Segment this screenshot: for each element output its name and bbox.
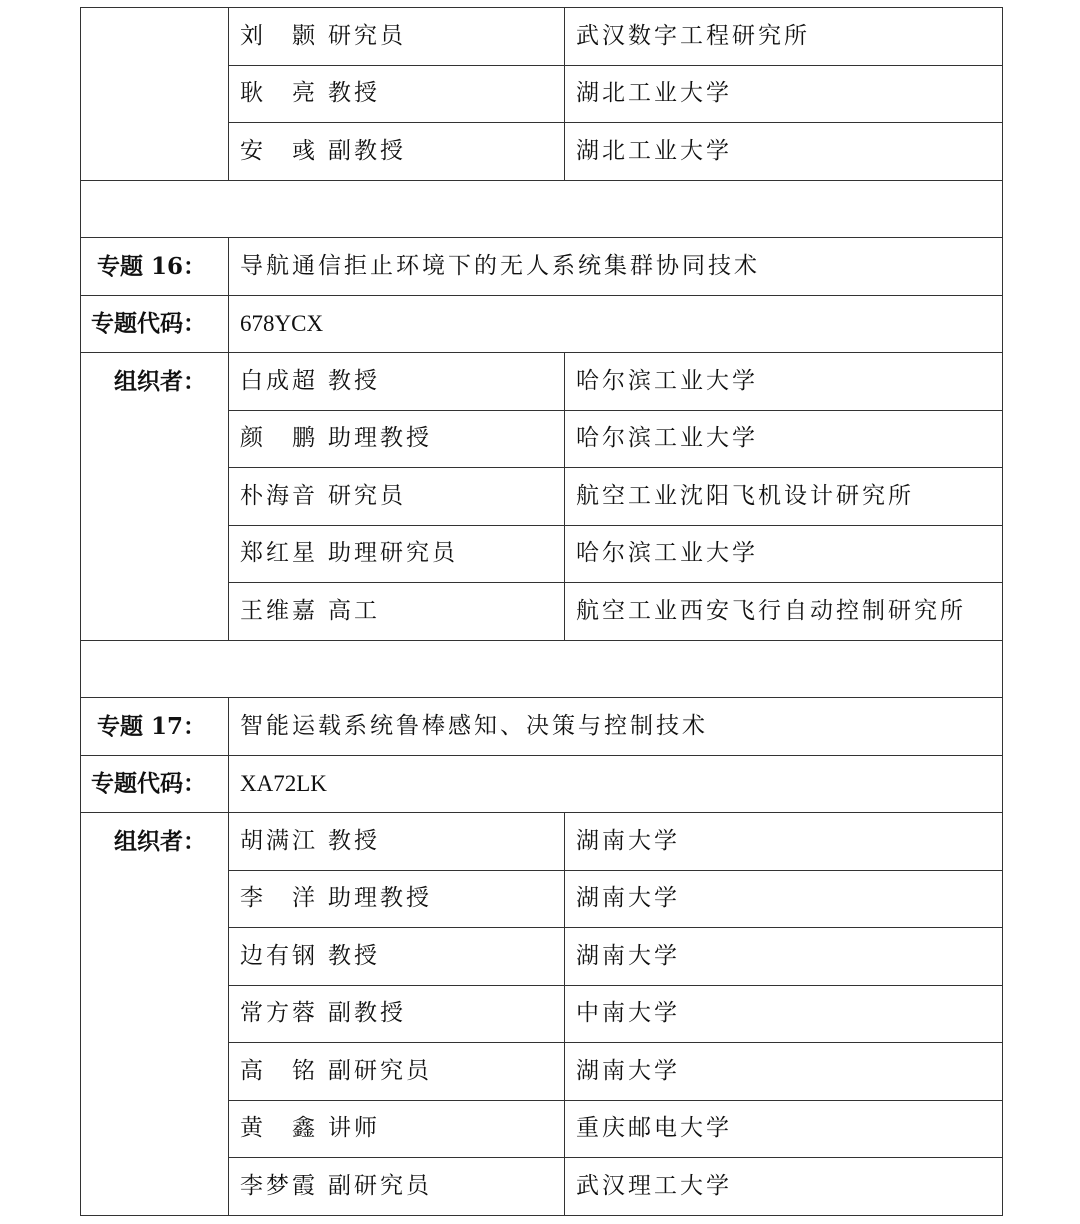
affiliation-cell: 武汉数字工程研究所 (565, 8, 1003, 66)
affiliation-cell: 哈尔滨工业大学 (565, 525, 1003, 583)
affiliation-cell: 湖南大学 (565, 870, 1003, 928)
person-cell (229, 353, 565, 411)
affiliation-cell: 湖南大学 (565, 928, 1003, 986)
person-cell (229, 65, 565, 123)
person-cell (229, 410, 565, 468)
person-title: 副研究员 (328, 1057, 432, 1084)
topic17-label: 专题 17： (81, 698, 229, 756)
person-name: 常方蓉 (240, 1000, 318, 1027)
person-name: 颜 鹏 (240, 425, 318, 452)
person-title: 教授 (328, 827, 380, 854)
person-cell (229, 1158, 565, 1216)
table-row (81, 8, 1003, 66)
spacer-row (81, 180, 1003, 238)
topic-title-row (81, 698, 1003, 756)
person-name: 刘 颢 (240, 22, 318, 49)
person-cell (229, 583, 565, 641)
affiliation-cell: 湖北工业大学 (565, 65, 1003, 123)
topic-code-row (81, 755, 1003, 813)
person-name: 李梦霞 (240, 1172, 318, 1199)
person-cell (229, 928, 565, 986)
topic-code-row (81, 295, 1003, 353)
person-cell (229, 8, 565, 66)
label-cell-empty (81, 8, 229, 181)
person-name: 白成超 (240, 367, 318, 394)
person-name: 朴海音 (240, 482, 318, 509)
person-name: 耿 亮 (240, 80, 318, 107)
person-cell (229, 468, 565, 526)
person-cell (229, 813, 565, 871)
person-title: 副教授 (328, 1000, 406, 1027)
person-name: 高 铭 (240, 1057, 318, 1084)
person-cell (229, 525, 565, 583)
person-title: 副研究员 (328, 1172, 432, 1199)
affiliation-cell: 湖北工业大学 (565, 123, 1003, 181)
person-title: 教授 (328, 80, 380, 107)
organizer-table (80, 7, 1003, 1216)
topic16-code: 678YCX (229, 295, 1003, 353)
affiliation-cell: 重庆邮电大学 (565, 1100, 1003, 1158)
affiliation-cell: 武汉理工大学 (565, 1158, 1003, 1216)
topic16-label: 专题 16： (81, 238, 229, 296)
table-row (81, 813, 1003, 871)
blank-cell (81, 180, 1003, 238)
person-name: 安 彧 (240, 137, 318, 164)
spacer-row (81, 640, 1003, 698)
table-row (81, 353, 1003, 411)
person-cell (229, 1100, 565, 1158)
affiliation-cell: 湖南大学 (565, 1043, 1003, 1101)
topic17-code-label: 专题代码： (81, 755, 229, 813)
topic-title-row (81, 238, 1003, 296)
person-title: 助理研究员 (328, 540, 458, 567)
person-name: 边有钢 (240, 942, 318, 969)
person-title: 高工 (328, 597, 380, 624)
person-title: 助理教授 (328, 885, 432, 912)
person-title: 研究员 (328, 482, 406, 509)
affiliation-cell: 航空工业西安飞行自动控制研究所 (565, 583, 1003, 641)
topic17-title: 智能运载系统鲁棒感知、决策与控制技术 (229, 698, 1003, 756)
affiliation-cell: 湖南大学 (565, 813, 1003, 871)
person-name: 王维嘉 (240, 597, 318, 624)
person-title: 教授 (328, 942, 380, 969)
topic17-organizer-label: 组织者： (81, 813, 229, 1216)
affiliation-cell: 哈尔滨工业大学 (565, 410, 1003, 468)
person-title: 副教授 (328, 137, 406, 164)
person-name: 李 洋 (240, 885, 318, 912)
person-title: 研究员 (328, 22, 406, 49)
topic17-code: XA72LK (229, 755, 1003, 813)
blank-cell (81, 640, 1003, 698)
person-title: 讲师 (328, 1115, 380, 1142)
affiliation-cell: 航空工业沈阳飞机设计研究所 (565, 468, 1003, 526)
affiliation-cell: 中南大学 (565, 985, 1003, 1043)
topic16-organizer-label: 组织者： (81, 353, 229, 641)
topic16-code-label: 专题代码： (81, 295, 229, 353)
person-name: 黄 鑫 (240, 1115, 318, 1142)
person-cell (229, 870, 565, 928)
person-cell (229, 1043, 565, 1101)
person-cell (229, 123, 565, 181)
person-title: 教授 (328, 367, 380, 394)
topic16-title: 导航通信拒止环境下的无人系统集群协同技术 (229, 238, 1003, 296)
person-name: 胡满江 (240, 827, 318, 854)
affiliation-cell: 哈尔滨工业大学 (565, 353, 1003, 411)
person-name: 郑红星 (240, 540, 318, 567)
person-title: 助理教授 (328, 425, 432, 452)
person-cell (229, 985, 565, 1043)
